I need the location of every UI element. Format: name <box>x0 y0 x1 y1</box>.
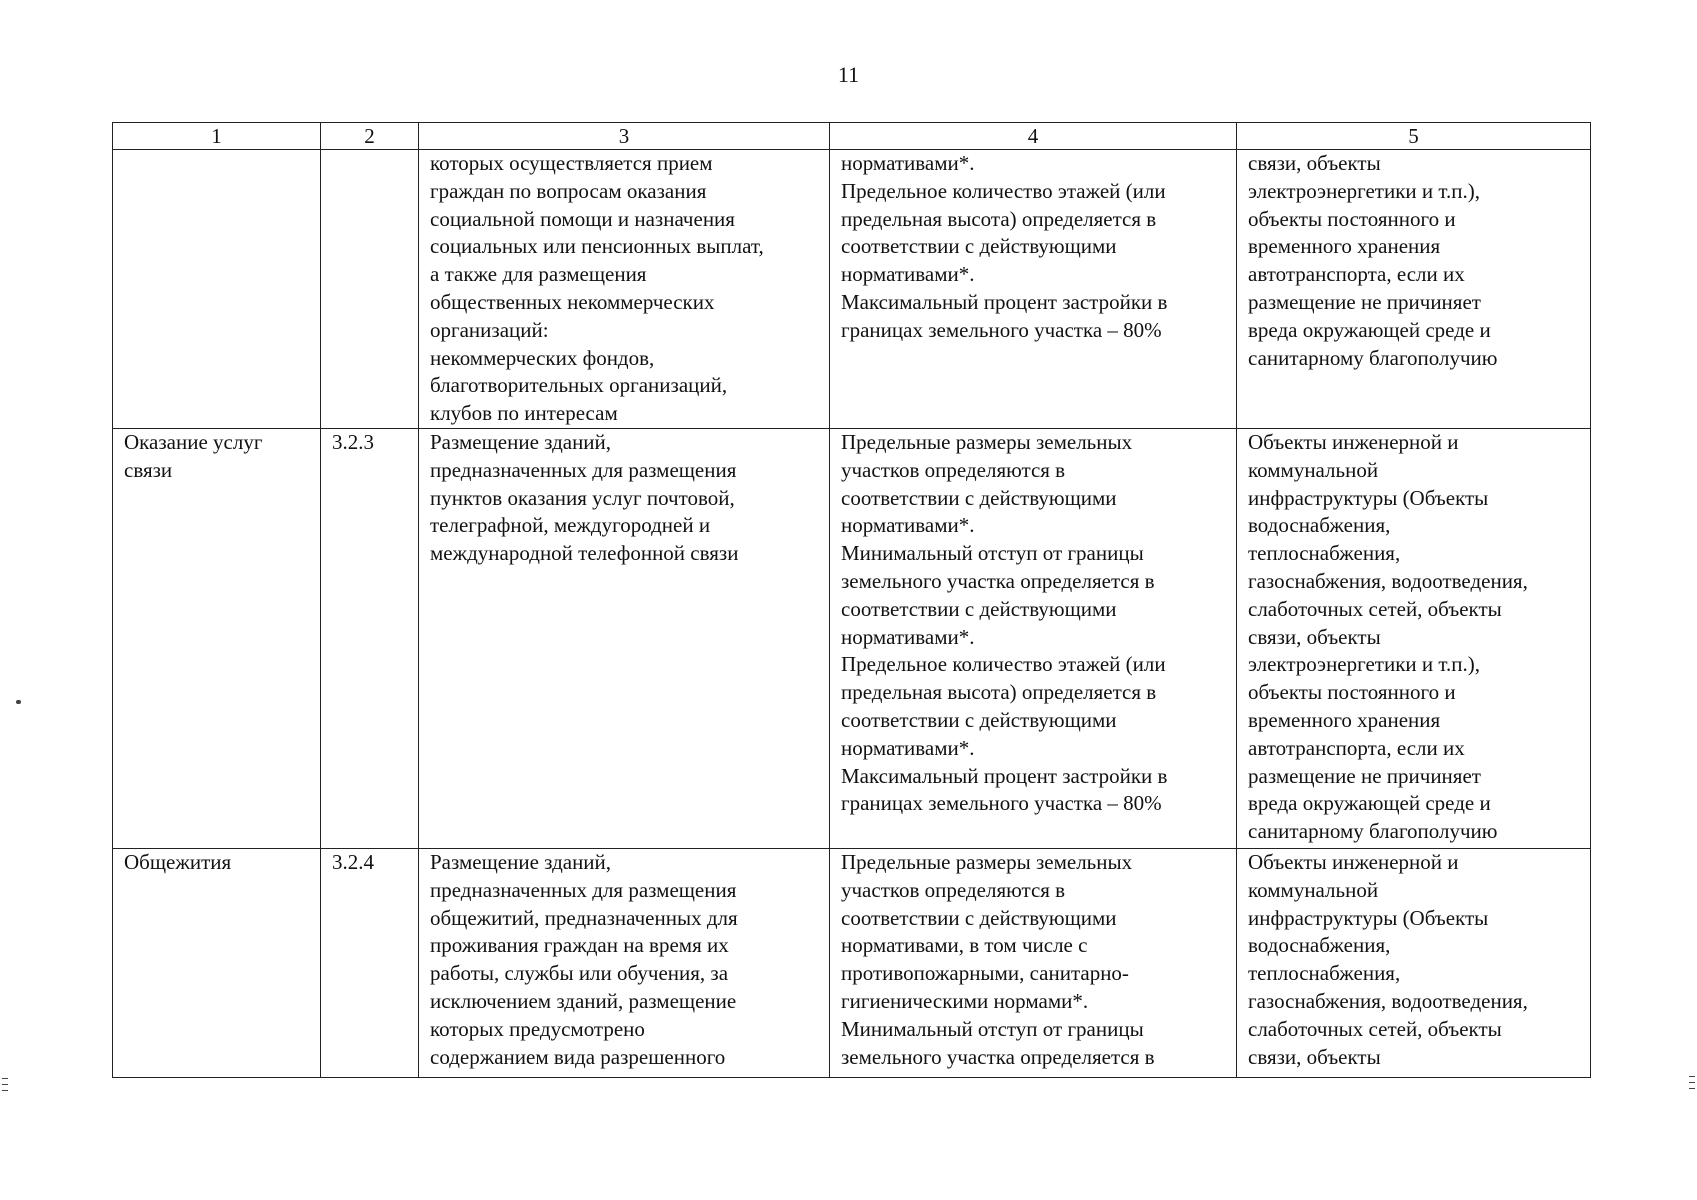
use-code-text: 3.2.4 <box>332 849 374 874</box>
auxiliary-text: связи, объекты электроэнергетики и т.п.), объекты постоянного и временного хранения автотранспорта, если их размещение не причиняет вреда окружающей среде и санитарному благополучию <box>1248 151 1498 370</box>
regulations-table <box>112 122 1591 1078</box>
parameters-text: нормативами*. Предельное количество этажей (или предельная высота) определяется в соответствии с действующими нормативами*. Максимальный процент застройки в границах земельного участка – 80% <box>841 151 1168 342</box>
description-text: Размещение зданий, предназначенных для размещения общежитий, предназначенных для проживания граждан на время их работы, службы или обучения, за исключением зданий, размещение которых предусмотрено содержанием вида разрешенного <box>430 849 738 1069</box>
auxiliary-cell <box>1237 150 1591 429</box>
use-name-cell <box>113 428 321 848</box>
auxiliary-cell <box>1237 428 1591 848</box>
description-cell <box>419 150 830 429</box>
use-name-text: Общежития <box>124 849 232 874</box>
use-code-cell <box>321 428 419 848</box>
auxiliary-text: Объекты инженерной и коммунальной инфраструктуры (Объекты водоснабжения, теплоснабжения, газоснабжения, водоотведения, слаботочных сетей, объекты связи, объекты электроэнергетики и т.п.), объекты постоянного и временного хранения автотранспорта, если их размещение не причиняет вреда окружающей среде и санитарному благополучию <box>1248 429 1528 844</box>
column-header: 5 <box>1237 123 1591 150</box>
page-number: 11 <box>837 62 860 87</box>
parameters-text: Предельные размеры земельных участков определяются в соответствии с действующими нормативами*. Минимальный отступ от границы земельного участка определяется в соответствии с действующими нормативами*. Предельное количество этажей (или предельная высота) определяется в соответствии с действующими нормативами*. Максимальный процент застройки в границах земельного участка – 80% <box>841 429 1168 816</box>
description-cell <box>419 428 830 848</box>
scan-artifact-mark <box>1689 1082 1695 1083</box>
scan-artifact-mark <box>2 1090 8 1091</box>
table-header-row <box>113 123 1591 150</box>
use-code-cell <box>321 150 419 429</box>
parameters-cell <box>830 848 1237 1077</box>
column-header: 1 <box>113 123 321 150</box>
table-row <box>113 150 1591 429</box>
scan-artifact-dot <box>16 700 21 704</box>
column-header: 3 <box>419 123 830 150</box>
use-name-text: Оказание услуг связи <box>124 429 263 482</box>
auxiliary-cell <box>1237 848 1591 1077</box>
table-row <box>113 428 1591 848</box>
description-text: Размещение зданий, предназначенных для размещения пунктов оказания услуг почтовой, телеграфной, междугородней и международной телефонной связи <box>430 429 739 566</box>
column-header: 4 <box>830 123 1237 150</box>
scan-artifact-mark <box>2 1078 8 1079</box>
column-header: 2 <box>321 123 419 150</box>
scan-artifact-mark <box>1689 1088 1695 1089</box>
description-text: которых осуществляется прием граждан по вопросам оказания социальной помощи и назначения социальных или пенсионных выплат, а также для размещения общественных некоммерческих организаций: некоммерческих фондов, благотворительных организаций, клубов по интересам <box>430 151 764 426</box>
use-code-text: 3.2.3 <box>332 429 374 454</box>
parameters-cell <box>830 428 1237 848</box>
description-cell <box>419 848 830 1077</box>
use-code-cell <box>321 848 419 1077</box>
use-name-cell <box>113 848 321 1077</box>
scan-artifact-mark <box>1689 1076 1695 1077</box>
auxiliary-text: Объекты инженерной и коммунальной инфраструктуры (Объекты водоснабжения, теплоснабжения, газоснабжения, водоотведения, слаботочных сетей, объекты связи, объекты <box>1248 849 1528 1069</box>
use-name-cell <box>113 150 321 429</box>
parameters-text: Предельные размеры земельных участков определяются в соответствии с действующими нормативами, в том числе с противопожарными, санитарно- гигиеническими нормами*. Минимальный отступ от границы земельного участка определяется в <box>841 849 1155 1069</box>
scan-artifact-mark <box>2 1084 8 1085</box>
parameters-cell <box>830 150 1237 429</box>
table-row <box>113 848 1591 1077</box>
